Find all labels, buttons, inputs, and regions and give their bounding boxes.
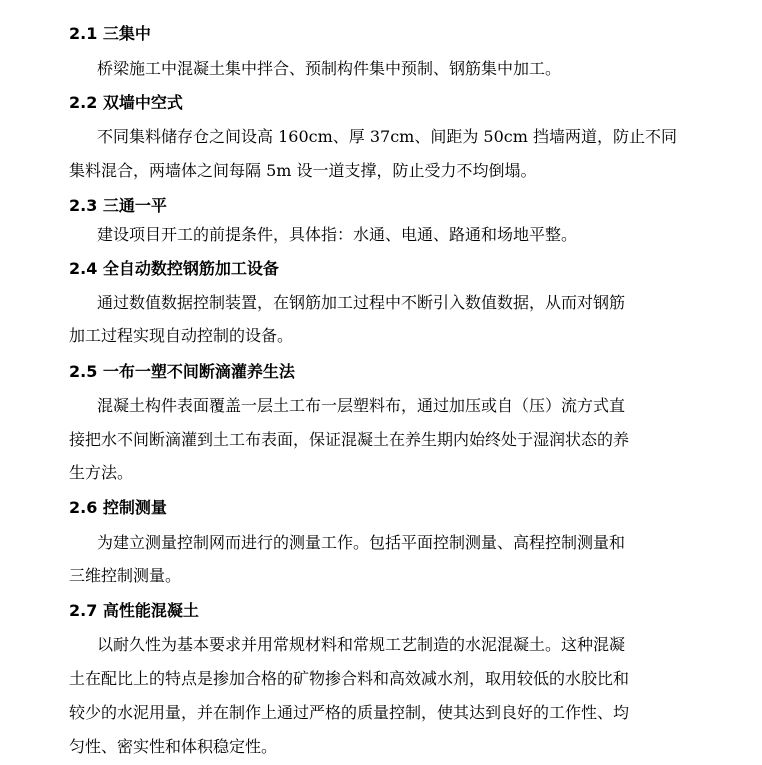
paragraph-line: 较少的水泥用量，并在制作上通过严格的质量控制，使其达到良好的工作性、均 [69, 703, 630, 722]
paragraph-line: 集料混合，两墙体之间每隔 5m 设一道支撑，防止受力不均倒塌。 [69, 161, 537, 180]
paragraph-line: 通过数值数据控制装置，在钢筋加工过程中不断引入数值数据，从而对钢筋 [97, 293, 626, 312]
paragraph-line: 桥梁施工中混凝土集中拌合、预制构件集中预制、钢筋集中加工。 [97, 59, 562, 78]
paragraph-line: 接把水不间断滴灌到土工布表面，保证混凝土在养生期内始终处于湿润状态的养 [69, 430, 630, 449]
section-heading-2-4: 2.4 全自动数控钢筋加工设备 [69, 259, 279, 278]
paragraph-line: 加工过程实现自动控制的设备。 [69, 326, 294, 345]
paragraph-line: 土在配比上的特点是掺加合格的矿物掺合料和高效减水剂，取用较低的水胶比和 [69, 669, 630, 688]
section-heading-2-6: 2.6 控制测量 [69, 498, 167, 517]
section-heading-2-3: 2.3 三通一平 [69, 196, 167, 215]
paragraph-line: 匀性、密实性和体积稳定性。 [69, 737, 278, 756]
paragraph-line: 为建立测量控制网而进行的测量工作。包括平面控制测量、高程控制测量和 [97, 533, 626, 552]
section-heading-2-2: 2.2 双墙中空式 [69, 93, 183, 112]
section-heading-2-5: 2.5 一布一塑不间断滴灌养生法 [69, 362, 295, 381]
section-heading-2-7: 2.7 高性能混凝土 [69, 601, 199, 620]
paragraph-line: 生方法。 [69, 463, 134, 482]
section-heading-2-1: 2.1 三集中 [69, 24, 151, 43]
paragraph-line: 混凝土构件表面覆盖一层土工布一层塑料布，通过加压或自（压）流方式直 [97, 396, 626, 415]
paragraph-line: 以耐久性为基本要求并用常规材料和常规工艺制造的水泥混凝土。这种混凝 [97, 635, 626, 654]
paragraph-line: 三维控制测量。 [69, 566, 182, 585]
paragraph-line: 建设项目开工的前提条件，具体指：水通、电通、路通和场地平整。 [97, 225, 578, 244]
paragraph-line: 不同集料储存仓之间设高 160cm、厚 37cm、间距为 50cm 挡墙两道，防止不同 [97, 127, 678, 146]
